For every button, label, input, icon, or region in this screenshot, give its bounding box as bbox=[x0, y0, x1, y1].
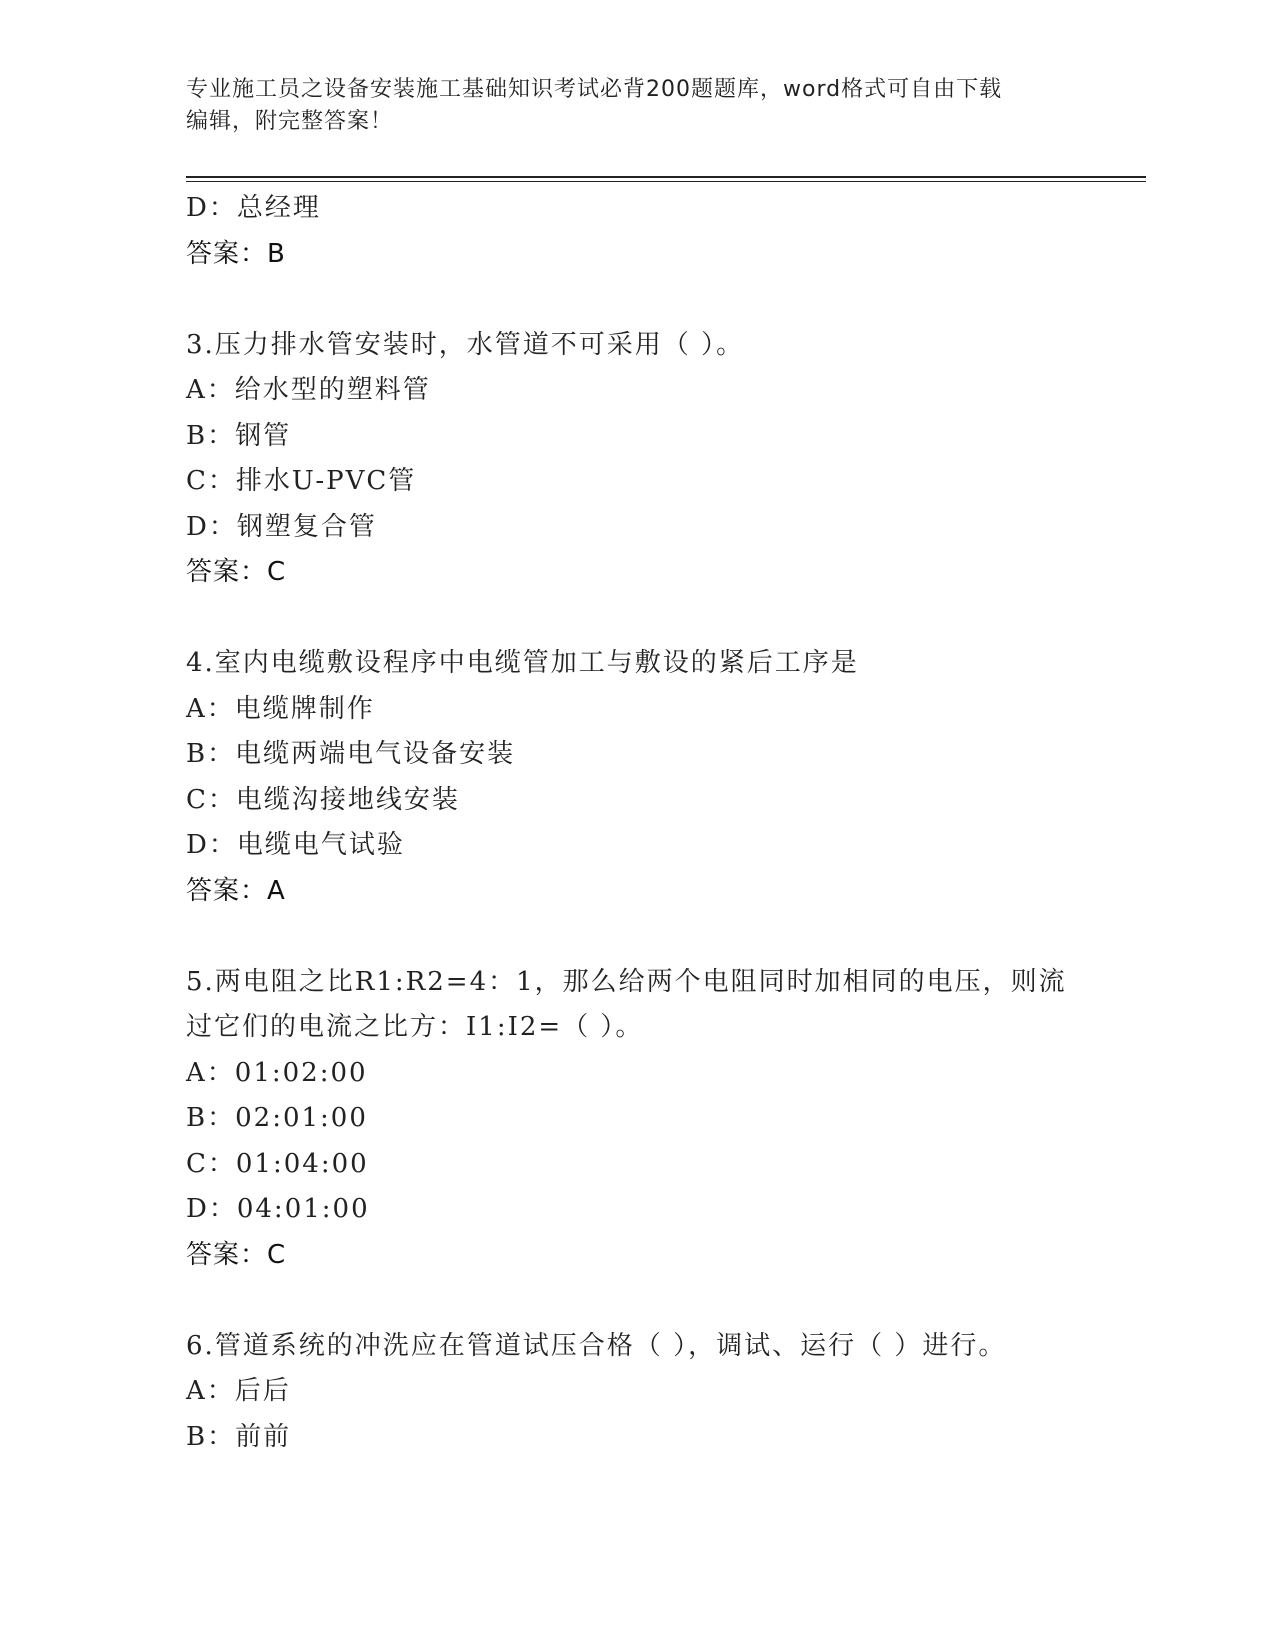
q4-option-b: B：电缆两端电气设备安装 bbox=[186, 739, 516, 769]
q3-answer: 答案：C bbox=[186, 557, 287, 587]
q2-answer: 答案：B bbox=[186, 238, 286, 269]
q4-question: 4.室内电缆敷设程序中电缆管加工与敷设的紧后工序是 bbox=[186, 648, 859, 678]
q5-question-line-1: 5.两电阻之比R1:R2=4：1，那么给两个电阻同时加相同的电压，则流 bbox=[186, 966, 1067, 997]
question-5-block bbox=[186, 960, 1086, 1279]
q3-option-a: A：给水型的塑料管 bbox=[186, 375, 431, 405]
q4-option-c: C：电缆沟接地线安装 bbox=[186, 784, 460, 815]
header-title-line-2: 编辑，附完整答案！ bbox=[186, 109, 394, 134]
q4-option-a: A：电缆牌制作 bbox=[186, 693, 375, 724]
q5-option-a: A：01:02:00 bbox=[186, 1057, 368, 1088]
q5-answer: 答案：C bbox=[186, 1239, 287, 1270]
question-list bbox=[186, 186, 1086, 1460]
q6-question: 6.管道系统的冲洗应在管道试压合格（ ），调试、运行（ ）进行。 bbox=[186, 1330, 1007, 1361]
q6-option-a: A：后后 bbox=[186, 1376, 291, 1406]
q3-question: 3.压力排水管安装时，水管道不可采用（ ）。 bbox=[186, 329, 745, 360]
header-title-line-1: 专业施工员之设备安装施工基础知识考试必背200题题库，word格式可自由下载 bbox=[186, 77, 1003, 102]
question-2-block bbox=[186, 186, 1086, 277]
q3-option-d: D：钢塑复合管 bbox=[186, 511, 377, 542]
header-divider-thin bbox=[186, 181, 1146, 182]
q6-option-b: B：前前 bbox=[186, 1421, 292, 1452]
q3-option-c: C：排水U-PVC管 bbox=[186, 466, 417, 496]
q5-option-d: D：04:01:00 bbox=[186, 1194, 370, 1224]
document-header bbox=[186, 74, 1066, 138]
q2-option-d: D：总经理 bbox=[186, 193, 321, 223]
spacer bbox=[186, 277, 1086, 323]
q5-question-line-2: 过它们的电流之比方：I1:I2=（ ）。 bbox=[186, 1012, 644, 1042]
q4-option-d: D：电缆电气试验 bbox=[186, 830, 405, 860]
q4-answer: 答案：A bbox=[186, 875, 286, 906]
spacer bbox=[186, 596, 1086, 642]
question-3-block bbox=[186, 323, 1086, 596]
q5-option-b: B：02:01:00 bbox=[186, 1103, 368, 1133]
spacer bbox=[186, 1278, 1086, 1324]
question-4-block bbox=[186, 641, 1086, 914]
q5-option-c: C：01:04:00 bbox=[186, 1148, 369, 1179]
question-6-block bbox=[186, 1324, 1086, 1461]
header-divider-thick bbox=[186, 176, 1146, 178]
q3-option-b: B：钢管 bbox=[186, 420, 292, 451]
spacer bbox=[186, 914, 1086, 960]
